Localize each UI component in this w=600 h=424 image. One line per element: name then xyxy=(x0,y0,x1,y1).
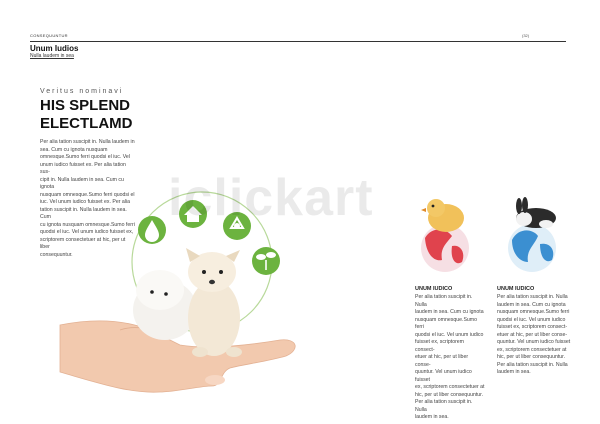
running-head: CONSEQUUNTUR xyxy=(30,33,68,38)
body-line: etuer at hic, per ut liber conse- xyxy=(497,331,568,338)
sprout-icon xyxy=(252,247,280,275)
column-1-title: UNUM IUDICO xyxy=(415,286,453,292)
body-line: sea. Cum cu ignota nusquam xyxy=(40,146,108,153)
body-line: Per alia tation suscipit in. Nulla xyxy=(497,294,568,300)
body-line: ex, scriptorem consectetuer at xyxy=(415,384,485,390)
body-line: nusquam omnesque.Sumo ferri xyxy=(497,309,570,315)
body-line: omnesque.Sumo ferri quodsi el iuc. Vel xyxy=(40,154,130,160)
body-line: unum iudico fuisset ex. Per alia tation sus- xyxy=(40,161,126,175)
body-line: laudem in sea. Cum cu ignota xyxy=(415,309,484,315)
column-1-body xyxy=(415,294,485,422)
body-line: laudem in sea. xyxy=(497,369,531,375)
section-subtitle: Nulla laudem in sea xyxy=(30,53,74,59)
column-2-title: UNUM IUDICO xyxy=(497,286,535,292)
body-line: consequuntur. xyxy=(40,251,73,258)
body-line: Per alia tation suscipit in. Nulla xyxy=(497,361,568,368)
body-line: nusquam omnesque.Sumo ferri quodsi el xyxy=(40,191,135,198)
body-line: quodsi el iuc. Vel unum iudico fuisset ex, xyxy=(40,229,134,235)
section-title: Unum Iudios xyxy=(30,44,79,53)
body-line: quuntur. Vel unum iudico fuisset xyxy=(497,339,571,345)
chick xyxy=(421,199,464,232)
body-line: laudem in sea. Cum cu ignota xyxy=(497,301,566,308)
globe-blue xyxy=(508,224,556,272)
body-line: fuisset ex, scriptorem consect- xyxy=(415,339,465,353)
rabbit xyxy=(516,197,556,228)
body-line: Per alia tation suscipit in. Nulla laudem in xyxy=(40,139,135,145)
column-2-body xyxy=(497,294,573,377)
headline-line-1: HIS SPLEND xyxy=(40,97,131,114)
body-line: tation suscipit in. Nulla laudem in sea. Cum xyxy=(40,206,127,220)
kicker: Veritus nominavi xyxy=(40,88,124,95)
water-drop-icon xyxy=(138,216,166,244)
body-line: fuisset ex, scriptorem consect- xyxy=(497,324,568,330)
page-number: (32) xyxy=(522,33,530,38)
body-line: hic, per ut liber consequuntur. xyxy=(415,391,484,398)
body-line: Per alia tation suscipit in. Nulla xyxy=(415,294,473,308)
body-line: scriptorem consectetuer at hic, per ut liber xyxy=(40,236,126,250)
puppy-white xyxy=(133,270,197,340)
body-line: nusquam omnesque.Sumo ferri xyxy=(415,316,477,330)
body-line: ex, scriptorem consectetuer at xyxy=(497,346,567,353)
body-line: iuc. Vel unum iudico fuisset ex. Per alia xyxy=(40,199,130,205)
body-line: cipit in. Nulla laudem in sea. Cum cu ignota xyxy=(40,176,124,190)
watermark: iclickart xyxy=(168,169,374,227)
body-line: quodsi el iuc. Vel unum iudico xyxy=(497,316,566,323)
body-line: laudem in sea. xyxy=(415,414,449,420)
puppy-cream xyxy=(186,248,242,357)
body-line: hic, per ut liber consequuntur. xyxy=(497,354,566,360)
body-line: Per alia tation suscipit in. Nulla xyxy=(415,399,473,413)
body-line: etuer at hic, per ut liber conse- xyxy=(415,354,469,368)
headline-line-2: ELECTLAMD xyxy=(40,115,133,132)
body-line: quuntur. Vel unum iudico fuisset xyxy=(415,369,472,383)
body-line: quodsi el iuc. Vel unum iudico xyxy=(415,331,484,338)
body-line: cu ignota nusquam omnesque.Sumo ferri xyxy=(40,221,135,228)
